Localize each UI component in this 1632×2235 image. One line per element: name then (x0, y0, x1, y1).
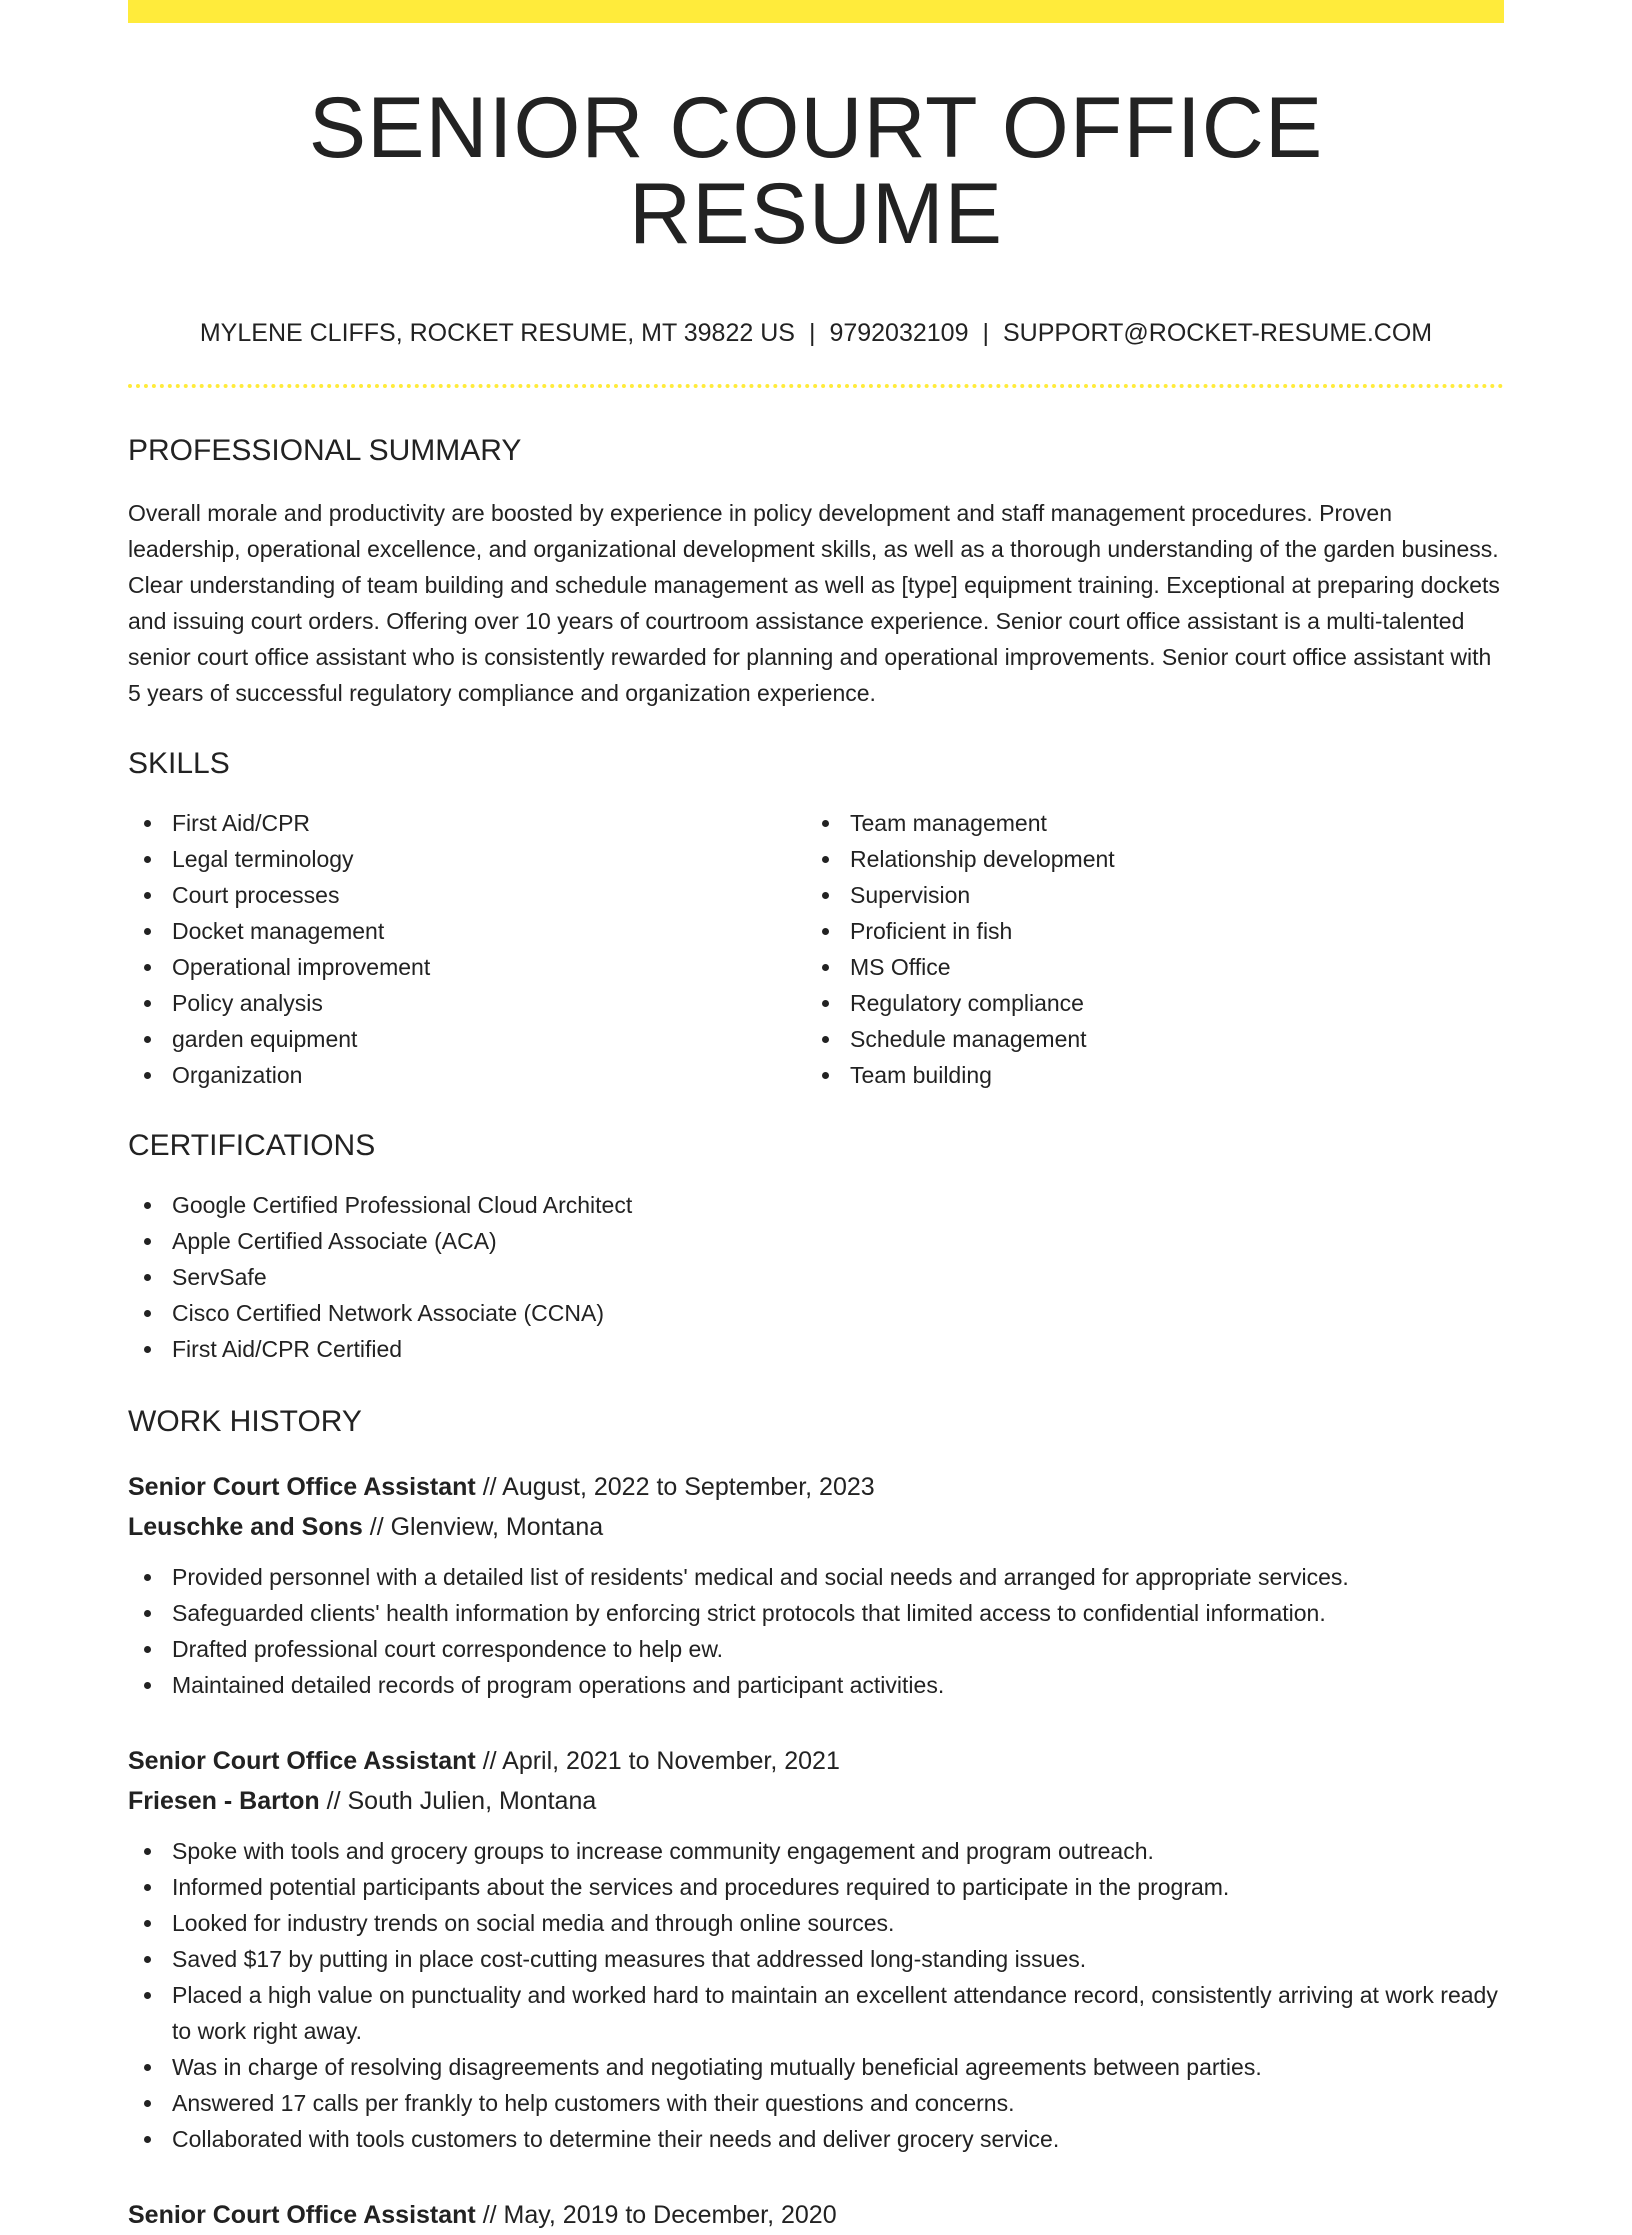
certifications-list (128, 1187, 1504, 1367)
job-title: Senior Court Office Assistant (128, 2201, 476, 2229)
skill-item: Legal terminology (128, 841, 806, 877)
skill-item: garden equipment (128, 1021, 806, 1057)
contact-separator: | (982, 319, 989, 347)
contact-address: MYLENE CLIFFS, ROCKET RESUME, MT 39822 US (199, 319, 795, 347)
job-duties-list (128, 1833, 1504, 2157)
job-duty-item: Answered 17 calls per frankly to help customers with their questions and concerns. (128, 2085, 1504, 2121)
certification-item: Apple Certified Associate (ACA) (128, 1223, 1504, 1259)
job-entry (128, 2195, 1504, 2235)
job-title: Senior Court Office Assistant (128, 1747, 476, 1775)
certification-item: First Aid/CPR Certified (128, 1331, 1504, 1367)
job-company-line (128, 1507, 1504, 1547)
skill-item: Policy analysis (128, 985, 806, 1021)
job-title-line (128, 1741, 1504, 1781)
work-history-heading: WORK HISTORY (128, 1405, 362, 1438)
job-duty-item: Provided personnel with a detailed list of residents' medical and social needs and arranged for appropriate services. (128, 1559, 1504, 1595)
contact-separator: | (808, 319, 816, 347)
skills-columns (128, 805, 1504, 1093)
skill-item: First Aid/CPR (128, 805, 806, 841)
job-duty-item: Drafted professional court correspondence to help ew. (128, 1631, 1504, 1667)
job-location: // Glenview, Montana (362, 1513, 604, 1541)
accent-top-bar (128, 0, 1504, 23)
job-duty-item: Informed potential participants about the services and procedures required to participate in the program. (128, 1869, 1504, 1905)
job-location: // South Julien, Montana (319, 1787, 597, 1815)
summary-text: Overall morale and productivity are boosted by experience in policy development and staff management procedures. Proven leadership, operational excellence, and organizational development skills, as well as a thorough understanding of the garden business. Clear understanding of team building and schedule management as well as [type] equipment training. Exceptional at preparing dockets and issuing court orders. Offering over 10 years of courtroom assistance experience. Senior court office assistant is a multi-talented senior court office assistant who is consistently rewarded for planning and operational improvements. Senior court office assistant with 5 years of successful regulatory compliance and organization experience. (128, 500, 1500, 706)
job-duty-item: Safeguarded clients' health information by enforcing strict protocols that limited access to confidential information. (128, 1595, 1504, 1631)
job-company: Friesen - Barton (128, 1787, 320, 1815)
job-duty-item: Maintained detailed records of program operations and participant activities. (128, 1667, 1504, 1703)
certification-item: Google Certified Professional Cloud Architect (128, 1187, 1504, 1223)
job-dates: // August, 2022 to September, 2023 (475, 1473, 875, 1501)
job-dates: // April, 2021 to November, 2021 (475, 1747, 840, 1775)
skills-column-left (128, 805, 806, 1093)
job-title-line (128, 2195, 1504, 2235)
certification-item: ServSafe (128, 1259, 1504, 1295)
job-entry (128, 1741, 1504, 2157)
contact-line (128, 321, 1504, 346)
skills-list-right (806, 805, 1484, 1093)
job-duty-item: Was in charge of resolving disagreements and negotiating mutually beneficial agreements between parties. (128, 2049, 1504, 2085)
skill-item: Operational improvement (128, 949, 806, 985)
job-duty-item: Placed a high value on punctuality and worked hard to maintain an excellent attendance record, consistently arriving at work ready to work right away. (128, 1977, 1504, 2049)
job-dates: // May, 2019 to December, 2020 (475, 2201, 837, 2229)
skill-item: Organization (128, 1057, 806, 1093)
job-duties-list (128, 1559, 1504, 1703)
job-duty-item: Saved $17 by putting in place cost-cutting measures that addressed long-standing issues. (128, 1941, 1504, 1977)
skill-item: Team management (806, 805, 1484, 841)
skills-list-left (128, 805, 806, 1093)
resume-page (128, 0, 1504, 2235)
job-entry (128, 1467, 1504, 1703)
skill-item: Proficient in fish (806, 913, 1484, 949)
skill-item: MS Office (806, 949, 1484, 985)
skill-item: Docket management (128, 913, 806, 949)
job-duty-item: Spoke with tools and grocery groups to increase community engagement and program outreach. (128, 1833, 1504, 1869)
skill-item: Supervision (806, 877, 1484, 913)
job-company-line (128, 1781, 1504, 1821)
job-duty-item: Collaborated with tools customers to determine their needs and deliver grocery service. (128, 2121, 1504, 2157)
dotted-divider (128, 384, 1504, 388)
skill-item: Relationship development (806, 841, 1484, 877)
job-duty-item: Looked for industry trends on social media and through online sources. (128, 1905, 1504, 1941)
skills-heading: SKILLS (128, 747, 230, 780)
certifications-heading: CERTIFICATIONS (128, 1129, 376, 1162)
summary-heading: PROFESSIONAL SUMMARY (128, 434, 522, 467)
contact-email: SUPPORT@ROCKET-RESUME.COM (1002, 319, 1433, 347)
skill-item: Team building (806, 1057, 1484, 1093)
skills-column-right (806, 805, 1484, 1093)
job-title-line (128, 1467, 1504, 1507)
job-company: Leuschke and Sons (128, 1513, 363, 1541)
job-title: Senior Court Office Assistant (128, 1473, 476, 1501)
work-history-list (128, 1467, 1504, 2235)
skill-item: Schedule management (806, 1021, 1484, 1057)
skill-item: Court processes (128, 877, 806, 913)
contact-phone: 9792032109 (829, 319, 969, 347)
skill-item: Regulatory compliance (806, 985, 1484, 1021)
certification-item: Cisco Certified Network Associate (CCNA) (128, 1295, 1504, 1331)
resume-title: SENIOR COURT OFFICE RESUME (308, 80, 1324, 262)
